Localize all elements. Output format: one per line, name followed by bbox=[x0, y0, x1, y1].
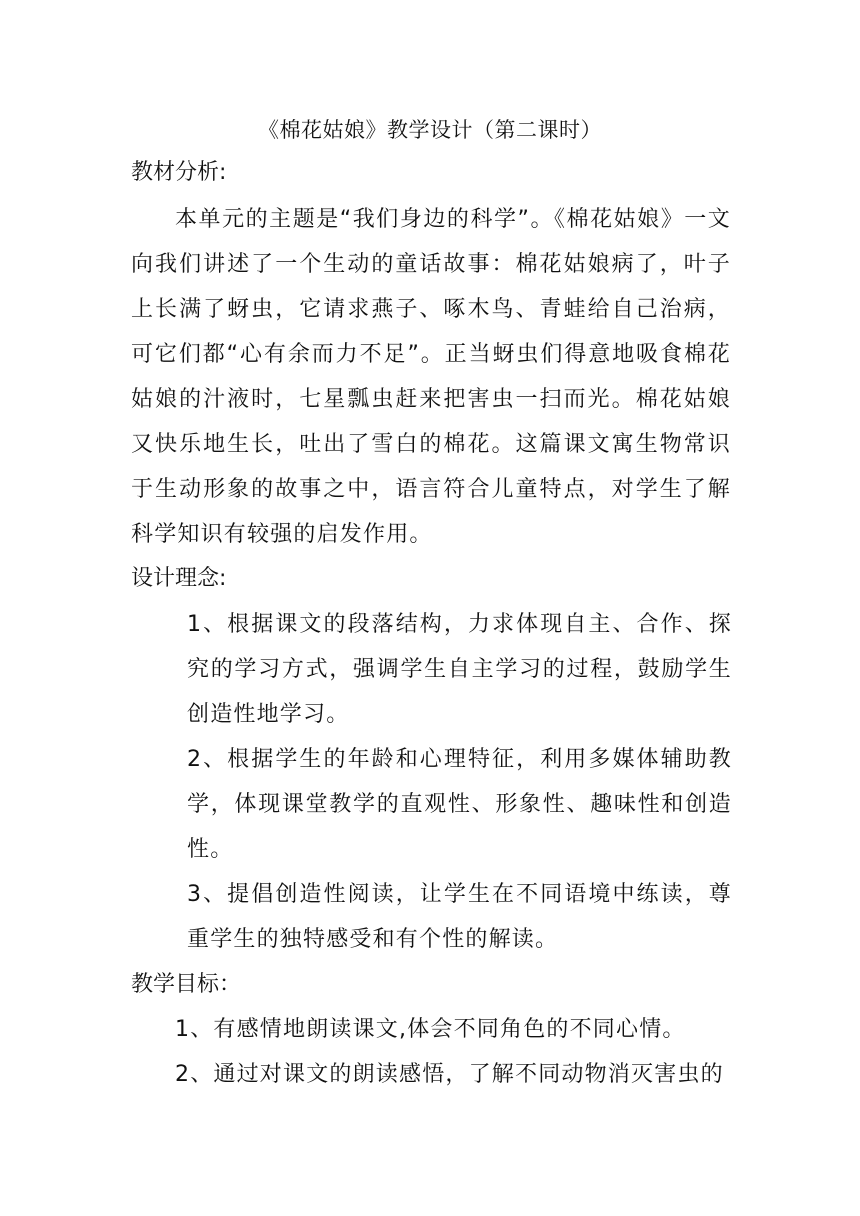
goal-item-2: 2、通过对课文的朗读感悟，了解不同动物消灭害虫的 bbox=[175, 1062, 724, 1087]
concept-item-2: 2、根据学生的年龄和心理特征，利用多媒体辅助教学，体现课堂教学的直观性、形象性、趣味性和创造性。 bbox=[187, 747, 732, 862]
section-heading-goals: 教学目标： bbox=[131, 972, 242, 997]
document-title: 《棉花姑娘》教学设计（第二课时） bbox=[258, 118, 602, 142]
analysis-paragraph: 本单元的主题是“我们身边的科学”。《棉花姑娘》一文向我们讲述了一个生动的童话故事：棉花姑娘病了，叶子上长满了蚜虫，它请求燕子、啄木鸟、青蛙给自己治病，可它们都“心有余而力不足”。正当蚜虫们得意地吸食棉花姑娘的汁液时，七星瓢虫赶来把害虫一扫而光。棉花姑娘又快乐地生长，吐出了雪白的棉花。这篇课文寓生物常识于生动形象的故事之中，语言符合儿童特点，对学生了解科学知识有较强的启发作用。 bbox=[131, 207, 731, 547]
concept-item-3: 3、提倡创造性阅读，让学生在不同语境中练读，尊重学生的独特感受和有个性的解读。 bbox=[187, 882, 732, 952]
section-heading-analysis: 教材分析: bbox=[131, 160, 227, 185]
goal-item-1: 1、有感情地朗读课文,体会不同角色的不同心情。 bbox=[175, 1017, 686, 1042]
section-heading-concept: 设计理念: bbox=[131, 566, 227, 591]
concept-item-1: 1、根据课文的段落结构，力求体现自主、合作、探究的学习方式，强调学生自主学习的过程，鼓励学生创造性地学习。 bbox=[187, 612, 732, 727]
